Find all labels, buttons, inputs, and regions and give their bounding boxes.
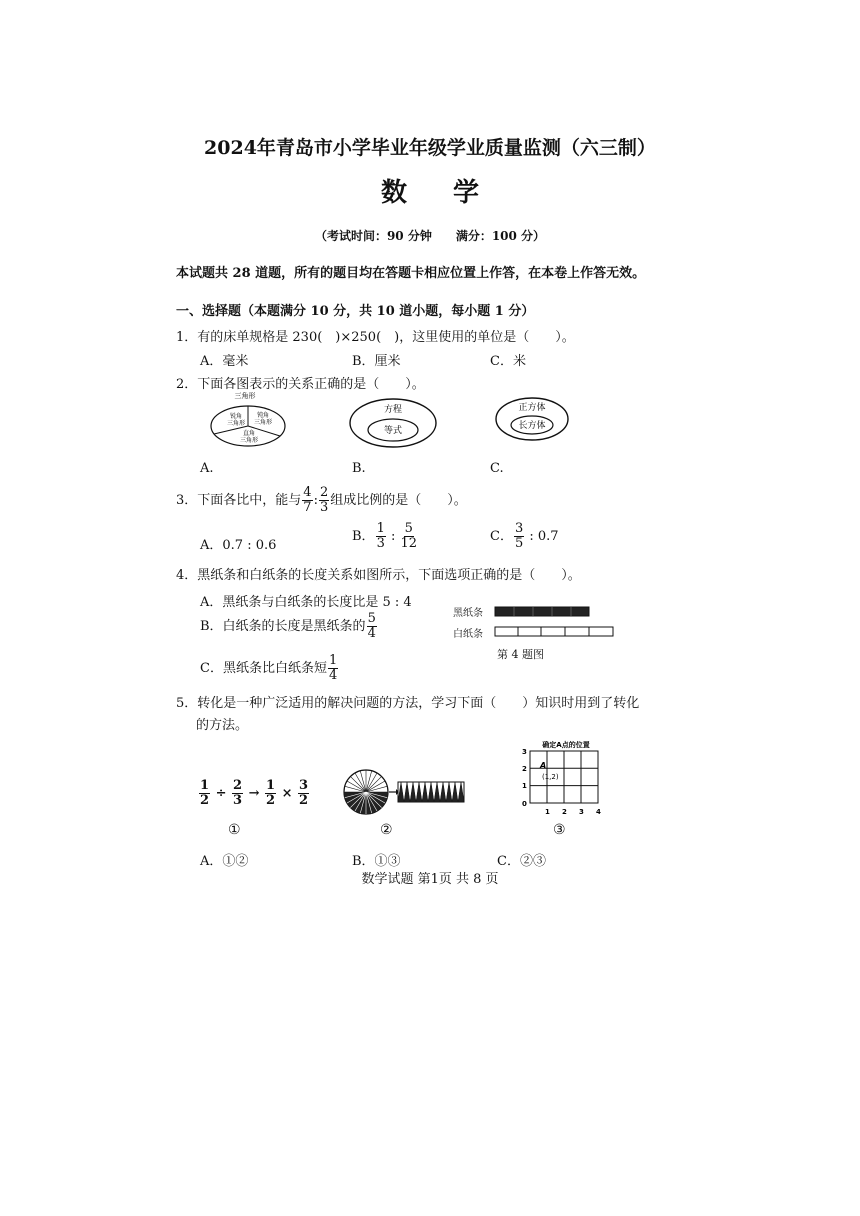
venn-triangle-figure xyxy=(208,388,288,450)
fig-c-outer-label: 正方体 xyxy=(518,403,546,413)
question-5-stem-line2: 的方法。 xyxy=(196,718,249,733)
q5-figure-1-expression: $\frac{1}{2}$ ÷ $\frac{2}{3}$ → $\frac{1}{2}$ × $\frac{3}{2}$ xyxy=(200,778,309,808)
question-5-option-c: C．②③ xyxy=(497,854,546,869)
q3-colon: : xyxy=(313,493,318,508)
fig-a-part1-label-b: 三角形 xyxy=(226,420,246,427)
point-a-coord: (1,2) xyxy=(542,773,559,781)
black-strip-label: 黑纸条 xyxy=(453,608,483,619)
question-1-stem: 1．有的床单规格是 230( )×250( )，这里使用的单位是（ ）。 xyxy=(176,330,575,345)
y-tick-1: 1 xyxy=(522,782,527,790)
question-5-option-b: B．①③ xyxy=(352,854,401,869)
venn-cube-figure xyxy=(494,395,574,445)
y-tick-0: 0 xyxy=(522,800,527,808)
white-strip xyxy=(494,626,616,638)
question-2-option-c: C. xyxy=(490,461,504,476)
x-tick-4: 4 xyxy=(596,808,601,816)
question-3-option-a: A．0.7 : 0.6 xyxy=(200,538,277,553)
question-1-option-b: B．厘米 xyxy=(352,354,401,369)
y-tick-3: 3 xyxy=(522,748,527,756)
venn-equation-figure xyxy=(348,395,438,455)
question-4-stem: 4．黑纸条和白纸条的长度关系如图所示，下面选项正确的是（ ）。 xyxy=(176,568,581,583)
q5-figure-2-circle-transform xyxy=(340,768,468,820)
grid-title: 确定A点的位置 xyxy=(542,741,590,749)
question-3-option-b: B． $\frac{1}{3}$ : $\frac{5}{12}$ xyxy=(352,521,418,551)
question-1-option-a: A．毫米 xyxy=(200,354,249,369)
exam-notice: 本试题共 28 道题，所有的题目均在答题卡相应位置上作答，在本卷上作答无效。 xyxy=(176,266,646,281)
fig-a-part3-label-b: 三角形 xyxy=(239,437,259,444)
q5-figure-1-label: ① xyxy=(228,822,241,838)
point-a-label: A xyxy=(540,761,547,770)
q3-fraction-1: $\frac{4}{7}$ xyxy=(303,485,312,515)
fig-c-inner-label: 长方体 xyxy=(518,421,546,431)
x-tick-2: 2 xyxy=(562,808,567,816)
question-5-stem-line1: 5．转化是一种广泛适用的解决问题的方法，学习下面（ ）知识时用到了转化 xyxy=(176,696,640,711)
question-2-stem: 2．下面各图表示的关系正确的是（ ）。 xyxy=(176,377,425,392)
q5-figure-3-grid xyxy=(510,737,610,822)
q3-fraction-2: $\frac{2}{3}$ xyxy=(319,485,329,515)
fig-a-part3-label: 直角 xyxy=(242,430,256,437)
exam-title: 2024年青岛市小学毕业年级学业质量监测（六三制） xyxy=(204,137,656,159)
y-tick-2: 2 xyxy=(522,765,527,773)
question-4-option-a: A．黑纸条与白纸条的长度比是 5 : 4 xyxy=(200,595,412,610)
q3-stem-post: 组成比例的是（ ）。 xyxy=(330,493,467,508)
question-2-option-a: A. xyxy=(200,461,214,476)
fig-a-outer-label: 三角形 xyxy=(234,392,256,400)
fig-b-inner-label: 等式 xyxy=(383,426,403,436)
question-4-option-c: C．黑纸条比白纸条短 $\frac{1}{4}$ xyxy=(200,653,338,683)
section-heading: 一、选择题（本题满分 10 分，共 10 道小题，每小题 1 分） xyxy=(176,304,535,319)
fig-a-part2-label: 钝角 xyxy=(256,412,270,419)
x-tick-3: 3 xyxy=(579,808,584,816)
fig-b-outer-label: 方程 xyxy=(383,405,403,415)
question-4-option-b: B．白纸条的长度是黑纸条的 $\frac{5}{4}$ xyxy=(200,611,376,641)
question-3-option-c: C． $\frac{3}{5}$ : 0.7 xyxy=(490,521,559,551)
white-strip-label: 白纸条 xyxy=(453,629,483,640)
fig-a-part1-label: 锐角 xyxy=(229,413,243,420)
q4-figure-caption: 第 4 题图 xyxy=(497,648,544,661)
subject-title: 数学 xyxy=(380,178,525,208)
exam-info: （考试时间：90 分钟 满分：100 分） xyxy=(314,229,546,243)
question-2-option-b: B. xyxy=(352,461,366,476)
q5-figure-3-label: ③ xyxy=(553,822,566,838)
black-strip xyxy=(494,606,592,618)
q5-figure-2-label: ② xyxy=(380,822,393,838)
question-1-option-c: C．米 xyxy=(490,354,526,369)
question-3-stem xyxy=(176,486,467,515)
question-5-option-a: A．①② xyxy=(200,854,249,869)
q3-stem-pre: 3．下面各比中，能与 xyxy=(176,493,302,508)
fig-a-part2-label-b: 三角形 xyxy=(253,419,273,426)
page-footer: 数学试题 第1页 共 8 页 xyxy=(361,872,499,887)
x-tick-1: 1 xyxy=(545,808,550,816)
